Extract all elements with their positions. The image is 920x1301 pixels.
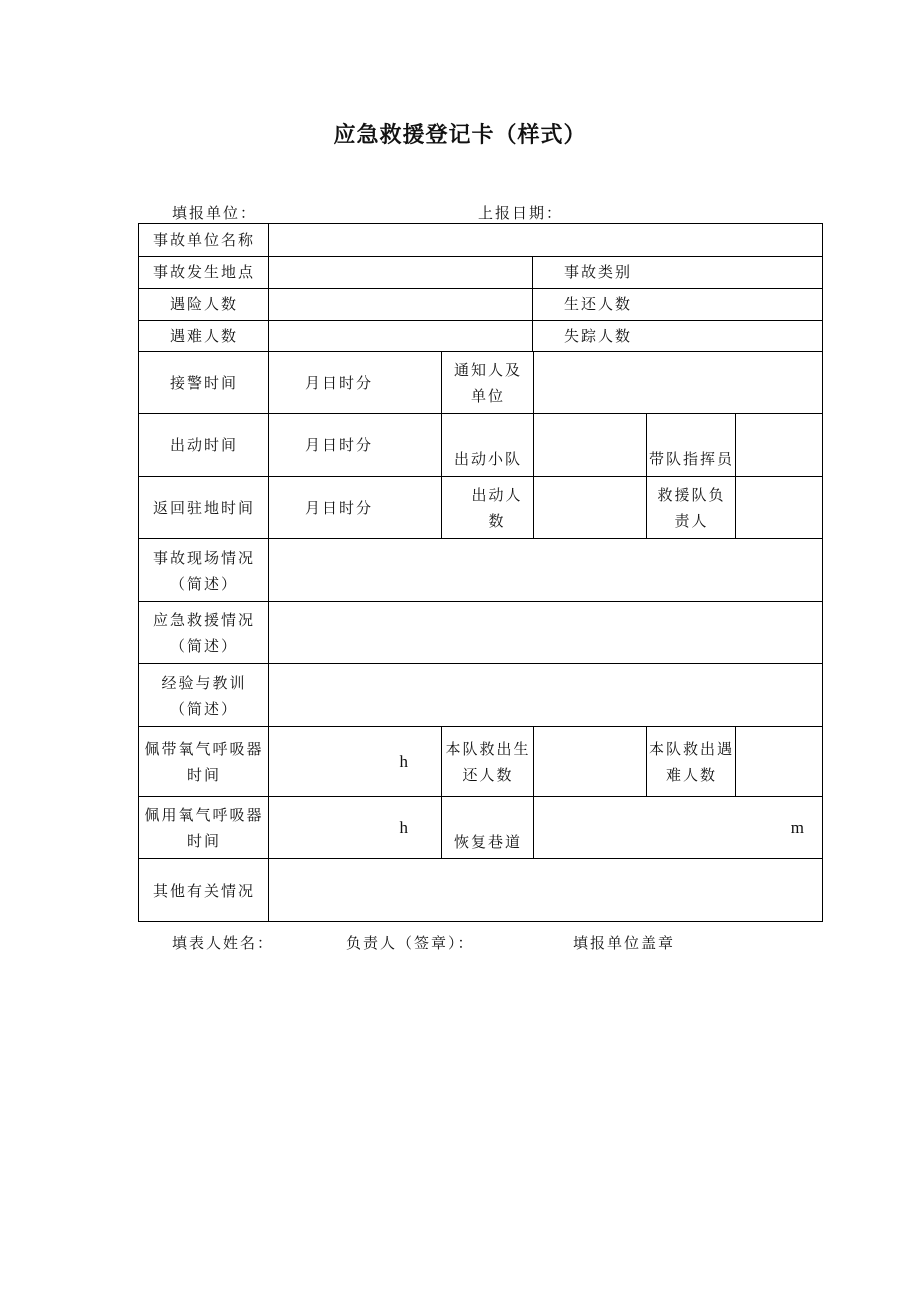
hours-unit: h <box>399 751 408 771</box>
table-rule <box>138 663 823 664</box>
commander-label: 带队指挥员 <box>648 450 734 468</box>
oxygen-use-time-field[interactable] <box>269 796 442 859</box>
dispatch-count-label: 出动人数 <box>471 485 523 530</box>
dispatch-time-field[interactable]: 月日时分 <box>305 436 374 454</box>
table-rule <box>533 726 534 859</box>
roadway-field[interactable] <box>534 796 822 859</box>
unit-name-label: 事故单位名称 <box>152 231 255 249</box>
team-rescued-alive-label: 本队救出生还人数 <box>445 739 531 784</box>
page-title: 应急救援登记卡（样式） <box>333 123 587 148</box>
dispatch-time-label: 出动时间 <box>169 436 238 454</box>
unit-name-field[interactable] <box>269 224 822 256</box>
table-rule <box>532 256 533 352</box>
other-info-label: 其他有关情况 <box>152 881 255 900</box>
table-rule <box>138 256 823 257</box>
table-rule <box>268 223 269 922</box>
table-rule <box>646 413 647 539</box>
table-rule <box>138 351 823 352</box>
meters-unit: m <box>790 817 804 837</box>
trapped-count-field[interactable] <box>269 288 532 320</box>
notifier-field[interactable] <box>534 352 822 414</box>
table-rule <box>138 476 823 477</box>
location-field[interactable] <box>269 256 532 288</box>
table-rule <box>138 320 823 321</box>
table-rule <box>735 413 736 539</box>
dead-count-field[interactable] <box>269 320 532 352</box>
table-border <box>822 223 823 922</box>
scene-summary-label: 事故现场情况（简述） <box>152 548 255 593</box>
survived-count-label[interactable]: 生还人数 <box>564 295 633 313</box>
table-rule <box>138 726 823 727</box>
table-rule <box>441 726 442 859</box>
rescue-summary-field[interactable] <box>269 602 822 664</box>
reporting-unit-label: 填报单位： <box>172 204 258 222</box>
roadway-label: 恢复巷道 <box>453 833 522 851</box>
alarm-time-label: 接警时间 <box>169 374 238 392</box>
hours-unit: h <box>399 817 408 837</box>
dispatch-count-field[interactable] <box>534 476 647 539</box>
team-rescued-dead-field[interactable] <box>736 727 822 796</box>
lessons-field[interactable] <box>269 664 822 727</box>
report-date-label: 上报日期： <box>478 204 564 222</box>
table-border <box>138 223 139 922</box>
table-rule <box>646 726 647 797</box>
table-rule <box>138 601 823 602</box>
table-rule <box>441 351 442 539</box>
table-border <box>138 223 823 224</box>
lessons-label: 经验与教训（简述） <box>161 673 247 718</box>
rescue-summary-label: 应急救援情况（简述） <box>152 611 255 655</box>
alarm-time-field[interactable]: 月日时分 <box>305 374 374 392</box>
team-rescued-alive-field[interactable] <box>534 727 647 796</box>
table-rule <box>735 726 736 797</box>
oxygen-use-time-label: 佩用氧气呼吸器时间 <box>144 805 264 850</box>
table-rule <box>138 538 823 539</box>
responsible-signature-label: 负责人（签章）： <box>346 934 475 952</box>
trapped-count-label: 遇险人数 <box>169 295 238 313</box>
team-rescued-dead-label: 本队救出遇难人数 <box>649 739 735 784</box>
commander-field[interactable] <box>736 414 822 476</box>
return-time-label: 返回驻地时间 <box>152 498 255 517</box>
table-rule <box>138 858 823 859</box>
notifier-label: 通知人及单位 <box>453 361 522 405</box>
missing-count-label[interactable]: 失踪人数 <box>564 327 633 345</box>
rescue-leader-label: 救援队负责人 <box>657 485 726 530</box>
table-border <box>138 921 823 922</box>
oxygen-wear-time-label: 佩带氧气呼吸器时间 <box>144 739 264 784</box>
return-time-field[interactable]: 月日时分 <box>305 498 374 517</box>
table-rule <box>138 413 823 414</box>
category-label[interactable]: 事故类别 <box>564 263 633 281</box>
table-rule <box>138 288 823 289</box>
dispatch-team-field[interactable] <box>534 414 647 476</box>
table-rule <box>138 796 823 797</box>
other-info-field[interactable] <box>269 859 822 922</box>
dispatch-team-label: 出动小队 <box>453 450 522 468</box>
oxygen-wear-time-field[interactable] <box>269 727 442 796</box>
rescue-leader-field[interactable] <box>736 476 822 539</box>
filler-name-label: 填表人姓名： <box>172 934 275 952</box>
unit-seal-label: 填报单位盖章 <box>573 934 676 952</box>
location-label: 事故发生地点 <box>152 263 255 281</box>
scene-summary-field[interactable] <box>269 539 822 602</box>
dead-count-label: 遇难人数 <box>169 327 238 345</box>
table-rule <box>533 351 534 539</box>
